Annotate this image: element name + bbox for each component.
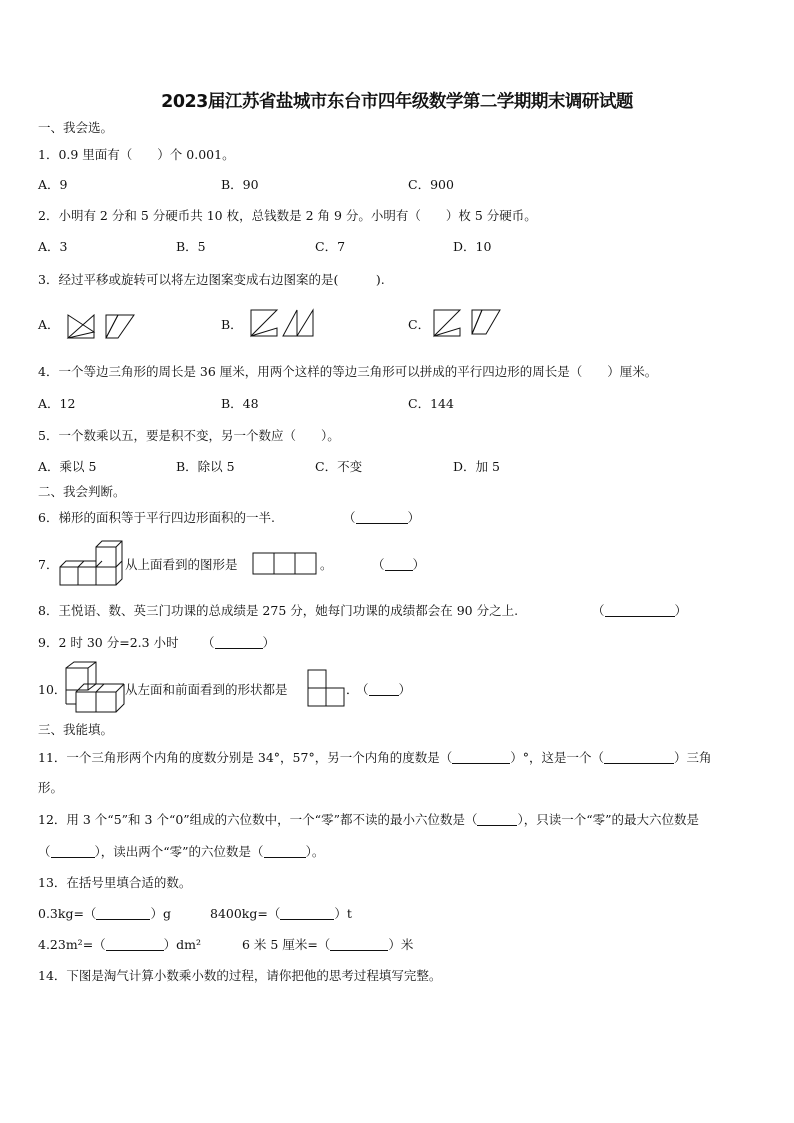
q7-text: 从上面看到的图形是 <box>125 557 238 572</box>
q13-stem: 13．在括号里填合适的数。 <box>38 875 192 890</box>
q8-open-paren: （ <box>592 603 605 618</box>
q13-c-blank[interactable] <box>106 938 164 951</box>
q3-stem: 3．经过平移或旋转可以将左边图案变成右边图案的是( ). <box>38 272 385 287</box>
page-title: 2023届江苏省盐城市东台市四年级数学第二学期期末调研试题 <box>161 92 633 112</box>
q2-option-c[interactable]: C．7 <box>315 239 346 254</box>
q3-option-b-figure <box>249 308 315 340</box>
q12-part-3: （ <box>38 844 51 859</box>
q10-cube-figure <box>62 660 128 716</box>
q10-number: 10． <box>38 682 67 697</box>
q13-b-right: ）t <box>334 906 352 921</box>
q13-b-left: 8400kg=（ <box>210 906 281 921</box>
q13-d-right: ）米 <box>388 937 414 952</box>
q3-option-a[interactable]: A． <box>38 317 60 332</box>
q9-open-paren: （ <box>202 635 215 650</box>
q13-c-left: 4.23m²=（ <box>38 937 106 952</box>
section-3-heading: 三、我能填。 <box>38 722 114 737</box>
q10-answer-blank[interactable] <box>356 682 411 698</box>
q13-item-a <box>38 906 171 922</box>
q9-stem: 9．2 时 30 分=2.3 小时 <box>38 635 179 650</box>
q7-number: 7． <box>38 557 59 572</box>
q11-part-4: 形。 <box>38 780 64 795</box>
q13-a-right: ）g <box>150 906 171 921</box>
q9-blank-line[interactable] <box>215 636 263 649</box>
q12-line-2 <box>38 844 324 860</box>
q7-top-view-figure <box>252 552 318 576</box>
q6-answer-blank[interactable] <box>343 510 420 526</box>
q1-stem: 1．0.9 里面有（ ）个 0.001。 <box>38 147 235 162</box>
q12-blank-3[interactable] <box>264 845 306 858</box>
q4-stem: 4．一个等边三角形的周长是 36 厘米，用两个这样的等边三角形可以拼成的平行四边形的周长是（ ）厘米。 <box>38 364 658 379</box>
q11-part-1: 11．一个三角形两个内角的度数分别是 34°，57°，另一个内角的度数是（ <box>38 750 453 765</box>
q12-part-5: ）。 <box>305 844 325 859</box>
q10-view-figure <box>307 669 347 709</box>
q5-option-a[interactable]: A．乘以 5 <box>38 459 97 474</box>
q11-blank-2[interactable] <box>604 751 674 764</box>
q8-stem: 8．王悦语、数、英三门功课的总成绩是 275 分，她每门功课的成绩都会在 90 分之上. <box>38 603 519 618</box>
q11-part-3: ）三角 <box>673 750 712 765</box>
q12-part-4: ），读出两个“零”的六位数是（ <box>94 844 264 859</box>
q3-option-b[interactable]: B． <box>221 317 243 332</box>
q3-option-a-figure <box>66 312 136 342</box>
q11-part-2: ）°，这是一个（ <box>510 750 604 765</box>
q10-blank-line[interactable] <box>369 683 399 696</box>
q5-option-c[interactable]: C．不变 <box>315 459 363 474</box>
q11-blank-1[interactable] <box>452 751 510 764</box>
q6-close-paren: ） <box>407 510 421 525</box>
q2-option-a[interactable]: A．3 <box>38 239 68 254</box>
q2-stem: 2．小明有 2 分和 5 分硬币共 10 枚，总钱数是 2 角 9 分。小明有（ ）枚 5 分硬币。 <box>38 208 537 223</box>
q7-end: 。 <box>320 557 333 572</box>
q13-item-d <box>242 937 413 953</box>
q5-stem: 5．一个数乘以五，要是积不变，另一个数应（ ）。 <box>38 428 340 443</box>
q12-line-1 <box>38 812 699 828</box>
q2-option-d[interactable]: D．10 <box>453 239 492 254</box>
q7-cube-figure <box>58 539 126 589</box>
q14-stem: 14．下图是淘气计算小数乘小数的过程，请你把他的思考过程填写完整。 <box>38 968 442 983</box>
q13-a-blank[interactable] <box>96 907 150 920</box>
q8-close-paren: ） <box>674 603 688 618</box>
q13-b-blank[interactable] <box>280 907 334 920</box>
q7-open-paren: （ <box>372 557 385 572</box>
q9-answer-blank[interactable] <box>202 635 275 651</box>
q13-c-right: ）dm² <box>163 937 202 952</box>
q4-option-b[interactable]: B．48 <box>221 396 259 411</box>
q5-option-d[interactable]: D．加 5 <box>453 459 500 474</box>
q2-option-b[interactable]: B．5 <box>176 239 206 254</box>
q10-open-paren: （ <box>356 682 369 697</box>
q13-d-left: 6 米 5 厘米=（ <box>242 937 331 952</box>
q8-answer-blank[interactable] <box>592 603 687 619</box>
q8-blank-line[interactable] <box>605 604 675 617</box>
q1-option-b[interactable]: B．90 <box>221 177 259 192</box>
q13-item-b <box>210 906 352 922</box>
q4-option-a[interactable]: A．12 <box>38 396 76 411</box>
q5-option-b[interactable]: B．除以 5 <box>176 459 235 474</box>
section-1-heading: 一、我会选。 <box>38 120 114 135</box>
q13-a-left: 0.3kg=（ <box>38 906 97 921</box>
q13-item-c <box>38 937 201 953</box>
q11-line-1 <box>38 750 711 766</box>
q1-option-c[interactable]: C．900 <box>408 177 454 192</box>
q12-blank-2[interactable] <box>51 845 95 858</box>
q4-option-c[interactable]: C．144 <box>408 396 454 411</box>
q3-option-c-figure <box>432 308 504 340</box>
q10-text: 从左面和前面看到的形状都是 <box>125 682 288 697</box>
q9-close-paren: ） <box>262 635 276 650</box>
q7-close-paren: ） <box>412 557 426 572</box>
q3-option-c[interactable]: C． <box>408 317 431 332</box>
q10-end: ． <box>346 682 359 697</box>
q13-d-blank[interactable] <box>330 938 388 951</box>
q1-option-a[interactable]: A．9 <box>38 177 68 192</box>
q6-blank-line[interactable] <box>356 511 408 524</box>
q12-part-1: 12．用 3 个“5”和 3 个“0”组成的六位数中，一个“零”都不读的最小六位数是（ <box>38 812 478 827</box>
q6-stem: 6．梯形的面积等于平行四边形面积的一半. <box>38 510 275 525</box>
q6-open-paren: （ <box>343 510 356 525</box>
q12-blank-1[interactable] <box>477 813 517 826</box>
q10-close-paren: ） <box>398 682 412 697</box>
q7-blank-line[interactable] <box>385 558 413 571</box>
q7-answer-blank[interactable] <box>372 557 425 573</box>
q12-part-2: ），只读一个“零”的最大六位数是 <box>517 812 700 827</box>
section-2-heading: 二、我会判断。 <box>38 484 126 499</box>
